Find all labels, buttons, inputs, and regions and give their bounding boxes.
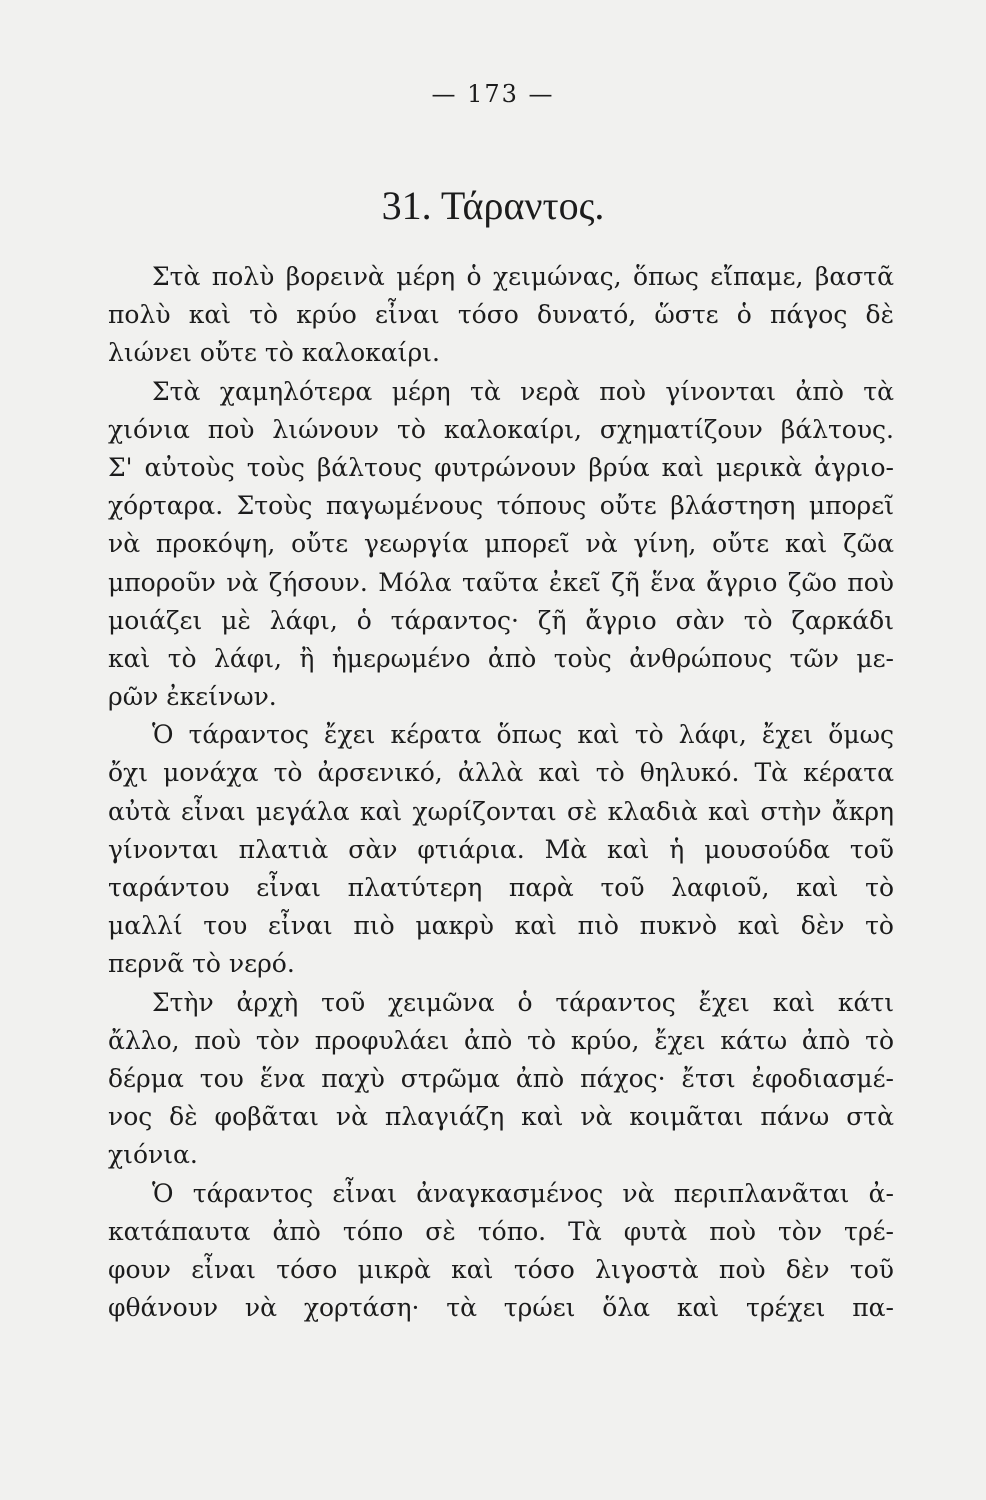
text-line: κατάπαυτα ἀπὸ τόπο σὲ τόπο. Τὰ φυτὰ ποὺ τὸν τρέ- — [108, 1216, 894, 1246]
text-line: αὐτὰ εἶναι μεγάλα καὶ χωρίζονται σὲ κλαδιὰ καὶ στὴν ἄκρη — [108, 796, 894, 826]
text-line: ὄχι μονάχα τὸ ἀρσενικό, ἀλλὰ καὶ τὸ θηλυκό. Τὰ κέρατα — [108, 758, 894, 788]
text-line: ταράντου εἶναι πλατύτερη παρὰ τοῦ λαφιοῦ, καὶ τὸ — [108, 873, 894, 902]
text-line: χόρταρα. Στοὺς παγωμένους τόπους οὔτε βλάστηση μπορεῖ — [108, 491, 894, 521]
text-line: μαλλί του εἶναι πιὸ μακρὺ καὶ πιὸ πυκνὸ καὶ δὲν τὸ — [108, 911, 894, 941]
text-line: Σ' αὐτοὺς τοὺς βάλτους φυτρώνουν βρύα καὶ μερικὰ ἀγριο- — [108, 452, 894, 482]
text-line: μοιάζει μὲ λάφι, ὁ τάραντος· ζῆ ἄγριο σὰν τὸ ζαρκάδι — [108, 605, 894, 635]
text-line: γίνονται πλατιὰ σὰν φτιάρια. Μὰ καὶ ἡ μουσούδα τοῦ — [108, 834, 894, 864]
text-line: περνᾶ τὸ νερό. — [108, 949, 295, 979]
text-line: Ὁ τάραντος ἔχει κέρατα ὅπως καὶ τὸ λάφι, ἔχει ὅμως — [152, 720, 894, 750]
text-line: Ὁ τάραντος εἶναι ἀναγκασμένος νὰ περιπλανᾶται ἀ- — [152, 1178, 894, 1208]
body-text — [108, 258, 894, 1327]
text-line: χιόνια ποὺ λιώνουν τὸ καλοκαίρι, σχηματίζουν βάλτους. — [108, 414, 894, 444]
text-line: καὶ τὸ λάφι, ἢ ἡμερωμένο ἀπὸ τοὺς ἀνθρώπους τῶν με- — [108, 643, 894, 673]
text-line: Στὰ χαμηλότερα μέρη τὰ νερὰ ποὺ γίνονται ἀπὸ τὰ — [152, 376, 894, 406]
text-line: ρῶν ἐκείνων. — [108, 682, 277, 712]
text-line: λιώνει οὔτε τὸ καλοκαίρι. — [108, 338, 440, 368]
text-line: Στὴν ἀρχὴ τοῦ χειμῶνα ὁ τάραντος ἔχει καὶ κάτι — [152, 987, 894, 1017]
text-line: νὰ προκόψη, οὔτε γεωργία μπορεῖ νὰ γίνη, οὔτε καὶ ζῶα — [108, 529, 894, 559]
text-line: μποροῦν νὰ ζήσουν. Μόλα ταῦτα ἐκεῖ ζῆ ἕνα ἄγριο ζῶο ποὺ — [108, 567, 894, 597]
text-line: χιόνια. — [108, 1140, 198, 1170]
page-number: — 173 — — [431, 80, 555, 108]
text-line: δέρμα του ἕνα παχὺ στρῶμα ἀπὸ πάχος· ἔτσι ἐφοδιασμέ- — [108, 1063, 894, 1093]
text-line: νος δὲ φοβᾶται νὰ πλαγιάζη καὶ νὰ κοιμᾶται πάνω στὰ — [108, 1102, 894, 1132]
text-line: φθάνουν νὰ χορτάση· τὰ τρώει ὅλα καὶ τρέχει πα- — [108, 1293, 894, 1323]
text-line: φουν εἶναι τόσο μικρὰ καὶ τόσο λιγοστὰ ποὺ δὲν τοῦ — [108, 1254, 894, 1284]
text-line: Στὰ πολὺ βορεινὰ μέρη ὁ χειμώνας, ὅπως εἴπαμε, βαστᾶ — [152, 262, 894, 291]
text-line: ἄλλο, ποὺ τὸν προφυλάει ἀπὸ τὸ κρύο, ἔχει κάτω ἀπὸ τὸ — [108, 1025, 894, 1055]
chapter-title: 31. Τάραντος. — [381, 183, 605, 228]
text-line: πολὺ καὶ τὸ κρύο εἶναι τόσο δυνατό, ὥστε ὁ πάγος δὲ — [108, 300, 894, 330]
